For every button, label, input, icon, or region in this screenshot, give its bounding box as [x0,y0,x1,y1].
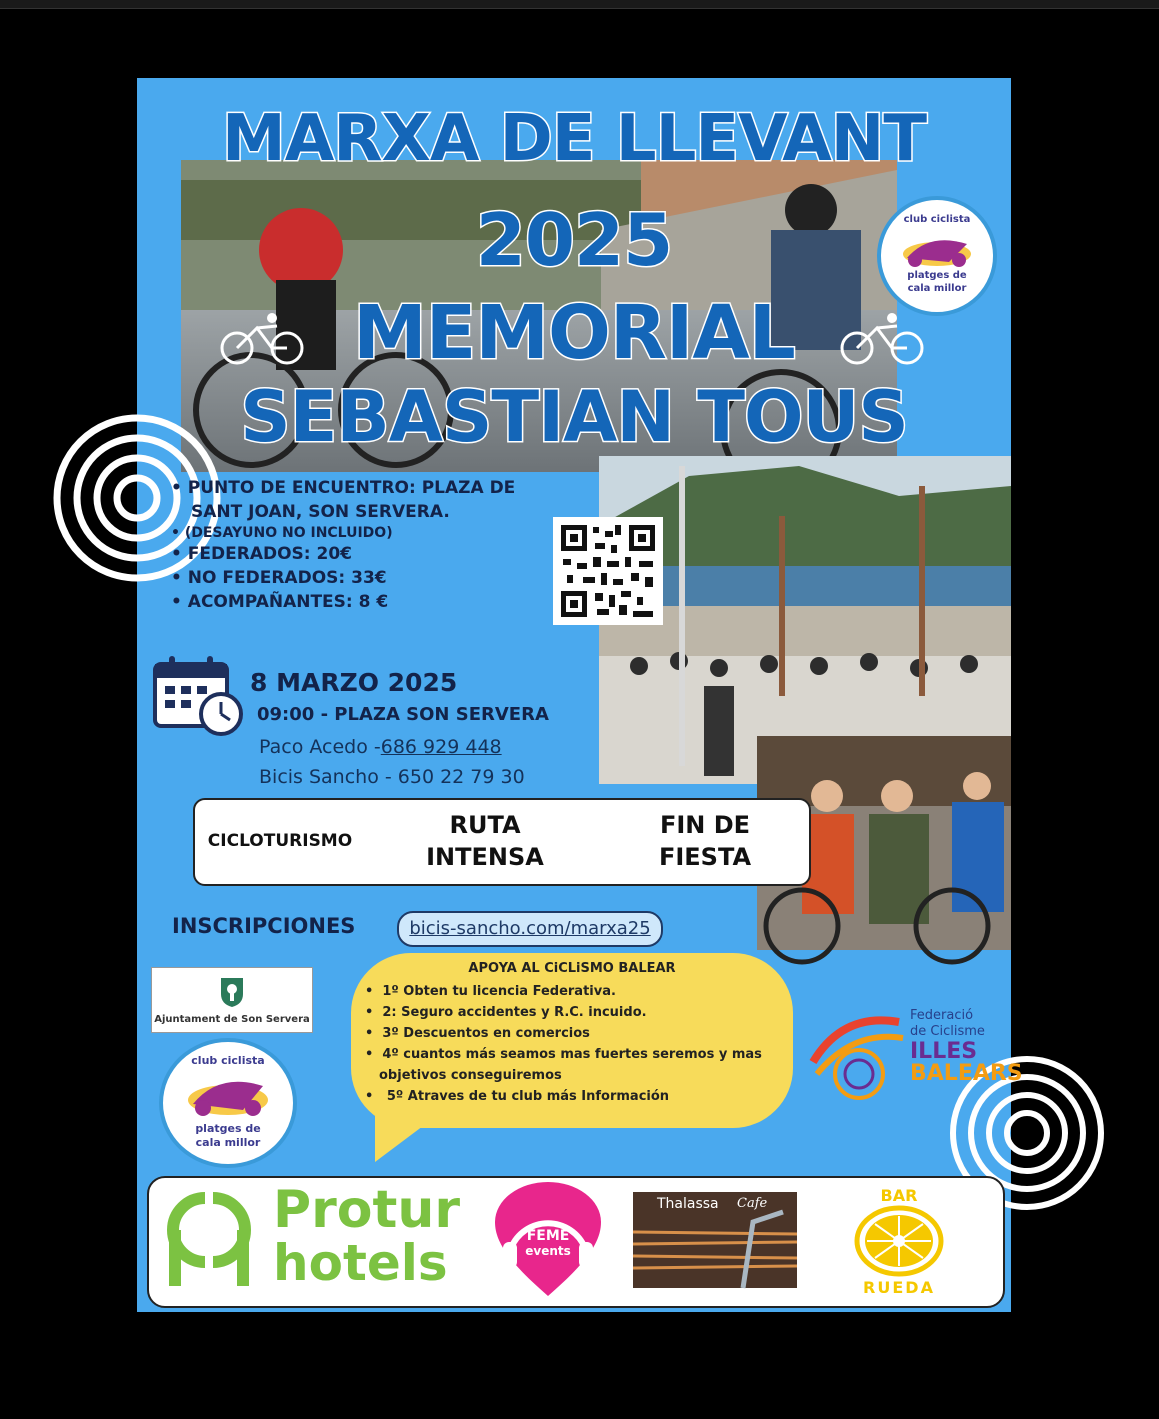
feme-name: FEME [526,1228,570,1244]
support-item: • 3º Descuentos en comercios [365,1026,590,1041]
club-cyclist-icon [899,232,975,268]
thalassa-name: Thalassa [657,1196,719,1212]
info-price-acompanantes: • ACOMPAÑANTES: 8 € [171,592,389,612]
protur-logo-icon [161,1190,257,1286]
feme-events: events [525,1244,571,1258]
info-meeting-place: SANT JOAN, SON SERVERA. [191,502,450,522]
inscripciones-label: INSCRIPCIONES [172,914,356,938]
route-ruta-intensa-line1: RUTA [449,811,521,839]
title-name: SEBASTIAN TOUS [240,376,908,458]
route-fin-de-fiesta-line1: FIN DE [659,811,751,839]
calendar-icon [153,654,245,738]
club-logo-line2: platges de [195,1122,261,1135]
support-title: APOYA AL CiCLiSMO BALEAR [468,961,676,976]
support-item: objetivos conseguiremos [379,1068,562,1083]
club-logo-line1: club ciclista [191,1054,265,1067]
bar-rueda-bar: BAR [880,1186,918,1205]
event-time-place: 09:00 - PLAZA SON SERVERA [257,704,549,725]
federacio-wheel-icon [803,1002,909,1102]
support-list [365,981,762,1107]
title-memorial: MEMORIAL [353,290,795,376]
federacio-line3: ILLES [910,1039,978,1064]
title-year: 2025 [475,198,673,282]
federacio-line2: de Ciclisme [910,1024,985,1039]
ajuntament-shield-icon [219,976,245,1008]
club-logo-line2: platges de [907,270,967,281]
bar-rueda-wheel-icon [855,1206,943,1276]
ajuntament-logo [151,967,313,1033]
support-bubble [351,953,793,1128]
title-marxa: MARXA DE LLEVANT [222,102,926,176]
event-poster [137,78,1023,1312]
club-logo-line3: cala millor [907,283,967,294]
support-item: • 5º Atraves de tu club más Información [365,1089,670,1104]
club-logo-bottom [159,1038,297,1168]
contact-paco-phone[interactable]: 686 929 448 [380,736,502,758]
info-price-no-federados: • NO FEDERADOS: 33€ [171,568,387,588]
route-ruta-intensa-line2: INTENSA [426,843,544,871]
bar-rueda-logo [849,1182,949,1302]
federacio-line4: BALEARS [910,1061,1023,1086]
protur-name: Protur [273,1180,461,1240]
routes-box [193,798,811,886]
club-logo-line3: cala millor [195,1136,261,1149]
route-cicloturismo: CICLOTURISMO [207,831,353,851]
contact-paco [259,736,502,758]
info-meeting-point: • PUNTO DE ENCUENTRO: PLAZA DE [171,478,516,498]
club-logo-top [877,196,997,316]
federacio-logo [797,998,1023,1108]
window-top-bar [0,0,1159,9]
qr-code-image [553,517,663,625]
protur-hotels: hotels [273,1234,448,1292]
info-bullets [171,476,515,614]
club-logo-line1: club ciclista [903,214,971,225]
support-item: • 2: Seguro accidentes y R.C. incuido. [365,1005,647,1020]
bar-rueda-name: RUEDA [863,1278,935,1297]
inscripciones-link[interactable]: bicis-sancho.com/marxa25 [397,911,663,947]
club-cyclist-icon [185,1072,271,1118]
contact-bicis-sancho: Bicis Sancho - 650 22 79 30 [259,766,525,788]
federacio-line1: Federació [910,1008,974,1023]
event-date: 8 MARZO 2025 [250,668,458,697]
support-item: • 1º Obten tu licencia Federativa. [365,984,616,999]
thalassa-cafe: Cafe [737,1196,768,1211]
ajuntament-name: Ajuntament de Son Servera [154,1014,310,1025]
info-price-federados: • FEDERADOS: 20€ [171,544,353,564]
feme-logo [489,1182,607,1300]
info-breakfast: • (DESAYUNO NO INCLUIDO) [171,525,393,541]
route-fin-de-fiesta-line2: FIESTA [658,843,752,871]
support-item: • 4º cuantos más seamos mas fuertes seremos y mas [365,1047,762,1062]
thalassa-logo [633,1192,797,1288]
qr-code[interactable] [553,517,663,625]
sponsors-bar [147,1176,1005,1308]
contact-paco-name: Paco Acedo - [259,736,381,758]
